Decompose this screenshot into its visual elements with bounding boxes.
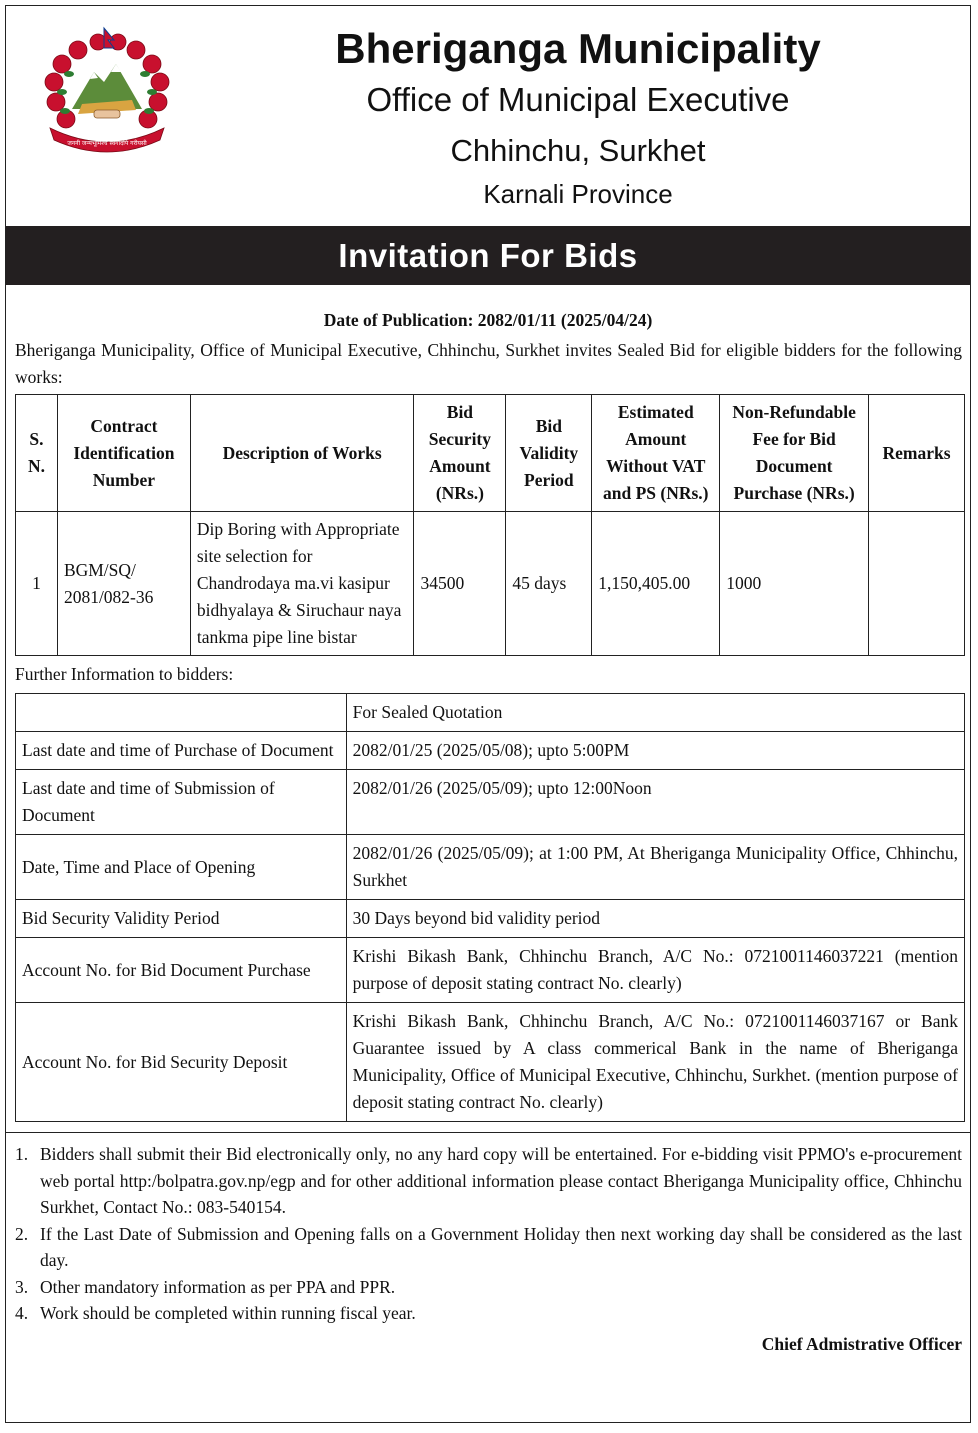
- info-row-value: 30 Days beyond bid validity period: [346, 900, 964, 938]
- municipality-name: Bheriganga Municipality: [335, 25, 821, 72]
- emblem-motto: जननी जन्मभूमिश्च स्वर्गादपि गरीयसी: [67, 140, 147, 147]
- col-header-sn: S. N.: [16, 395, 58, 512]
- info-header-row: [16, 694, 965, 732]
- cell-description: Dip Boring with Appropriate site selection for Chandrodaya ma.vi kasipur bidhyalaya & Siruchaur naya tankma pipe line bistar: [190, 512, 414, 656]
- notes-list: [15, 1141, 962, 1327]
- note-number: 2.: [15, 1223, 29, 1244]
- divider: [6, 1132, 970, 1133]
- table-row: [16, 512, 965, 656]
- notice-title-banner: Invitation For Bids: [6, 226, 970, 285]
- publication-date: Date of Publication: 2082/01/11 (2025/04/24): [323, 310, 653, 330]
- cell-sn: 1: [16, 512, 58, 656]
- list-item: [15, 1141, 962, 1221]
- letterhead-text: [186, 6, 970, 211]
- info-table: [15, 693, 965, 1122]
- nepal-emblem-icon: [32, 24, 182, 154]
- list-item: [15, 1274, 962, 1301]
- info-row-label: Bid Security Validity Period: [16, 900, 347, 938]
- cell-remarks: [869, 512, 965, 656]
- note-text: Work should be completed within running fiscal year.: [40, 1303, 416, 1323]
- info-row-label: Account No. for Bid Security Deposit: [16, 1003, 347, 1122]
- info-row: [16, 835, 965, 900]
- info-row-value: 2082/01/25 (2025/05/08); upto 5:00PM: [346, 732, 964, 770]
- province-name: Karnali Province: [483, 179, 673, 209]
- info-row-label: Date, Time and Place of Opening: [16, 835, 347, 900]
- col-header-fee: Non-Refundable Fee for Bid Document Purchase (NRs.): [720, 395, 869, 512]
- list-item: [15, 1300, 962, 1327]
- note-text: Other mandatory information as per PPA and PPR.: [40, 1276, 396, 1297]
- note-number: 3.: [15, 1276, 29, 1297]
- cell-fee: 1000: [720, 512, 869, 656]
- cell-bid-security: 34500: [414, 512, 506, 656]
- info-row: [16, 732, 965, 770]
- info-row-label: Last date and time of Submission of Document: [16, 770, 347, 835]
- cell-contract-id: BGM/SQ/ 2081/082-36: [57, 512, 190, 656]
- col-header-estimated-amount: Estimated Amount Without VAT and PS (NRs.): [592, 395, 720, 512]
- notice-page: [5, 5, 971, 1423]
- table-header-row: [16, 395, 965, 512]
- letterhead: [6, 6, 970, 226]
- note-text: If the Last Date of Submission and Opening falls on a Government Holiday then next working day shall be considered as the last day.: [40, 1223, 962, 1270]
- col-header-description: Description of Works: [190, 395, 414, 512]
- col-header-bid-validity: Bid Validity Period: [506, 395, 592, 512]
- info-row-value: 2082/01/26 (2025/05/09); at 1:00 PM, At Bheriganga Municipality Office, Chhinchu, Surkhet: [346, 835, 964, 900]
- notice-body: [6, 285, 970, 1357]
- list-item: [15, 1221, 962, 1274]
- signatory: Chief Admistrative Officer: [761, 1333, 962, 1354]
- note-number: 4.: [15, 1303, 29, 1323]
- col-header-contract-id: Contract Identification Number: [57, 395, 190, 512]
- works-table: [15, 394, 965, 656]
- cell-estimated-amount: 1,150,405.00: [592, 512, 720, 656]
- info-row: [16, 938, 965, 1003]
- info-row: [16, 770, 965, 835]
- info-row: [16, 900, 965, 938]
- info-row-value: Krishi Bikash Bank, Chhinchu Branch, A/C No.: 0721001146037221 (mention purpose of deposit stating contract No. clearly): [346, 938, 964, 1003]
- info-row-label: Last date and time of Purchase of Document: [16, 732, 347, 770]
- info-row: [16, 1003, 965, 1122]
- office-location: Chhinchu, Surkhet: [450, 133, 706, 168]
- office-name: Office of Municipal Executive: [366, 81, 790, 118]
- info-row-value: Krishi Bikash Bank, Chhinchu Branch, A/C No.: 0721001146037167 or Bank Guarantee issued by A class commerical Bank in the name of Bheriganga Municipality, Office of Municipal Executive, Chhinchu, Surkhet. (mention purpose of deposit stating contract No. clearly): [346, 1003, 964, 1122]
- info-row-value: 2082/01/26 (2025/05/09); upto 12:00Noon: [346, 770, 964, 835]
- info-row-label: Account No. for Bid Document Purchase: [16, 938, 347, 1003]
- further-info-label: Further Information to bidders:: [15, 664, 234, 684]
- note-number: 1.: [15, 1144, 29, 1164]
- col-header-bid-security: Bid Security Amount (NRs.): [414, 395, 506, 512]
- col-header-remarks: Remarks: [869, 395, 965, 512]
- note-text: Bidders shall submit their Bid electronically only, no any hard copy will be entertained. For e-bidding visit PPMO's e-procurement web portal http:/bolpatra.gov.np/egp and for other additional information please contact Bheriganga Municipality office, Chhinchu Surkhet, Contact No.: 083-540154.: [40, 1144, 962, 1217]
- info-header-blank: [16, 694, 347, 732]
- intro-paragraph: Bheriganga Municipality, Office of Municipal Executive, Chhinchu, Surkhet invites Sealed Bid for eligible bidders for the following works:: [15, 340, 962, 387]
- cell-bid-validity: 45 days: [506, 512, 592, 656]
- info-header-label: For Sealed Quotation: [346, 694, 964, 732]
